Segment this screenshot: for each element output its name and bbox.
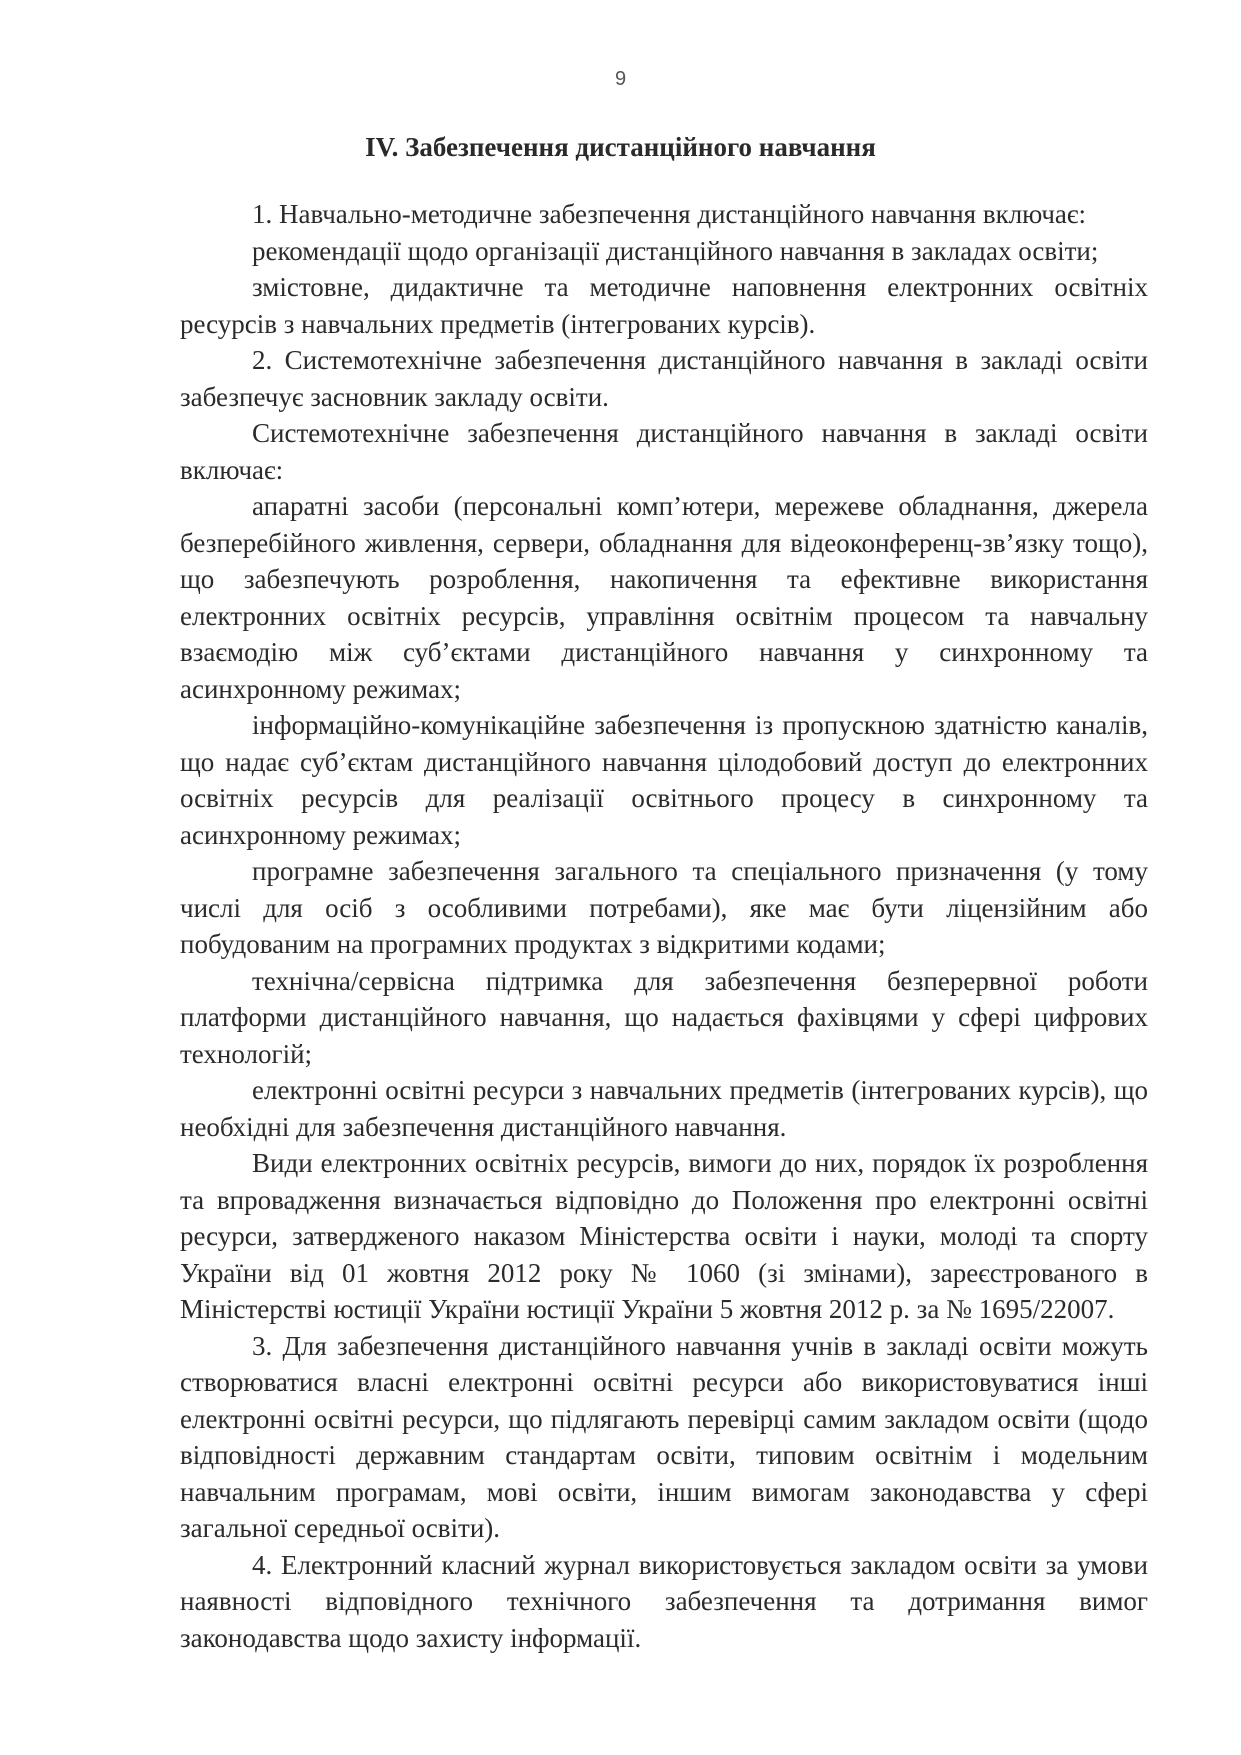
paragraph-8: програмне забезпечення загального та спеціального призначення (у тому числі для осіб з особливими потребами), яке має бути ліцензійним або побудованим на програмних продуктах з відкритими кодами; <box>180 856 1148 959</box>
paragraph-13: 4. Електронний класний журнал використовується закладом освіти за умови наявності відповідного технічного забезпечення та дотримання вимог законодавства щодо захисту інформації. <box>180 1549 1148 1653</box>
document-body <box>180 196 1148 1656</box>
page-number: 9 <box>614 68 627 90</box>
paragraph-5: Системотехнічне забезпечення дистанційного навчання в закладі освіти включає: <box>180 418 1148 485</box>
section-title: IV. Забезпечення дистанційного навчання <box>365 132 876 162</box>
paragraph-3: змістовне, дидактичне та методичне наповнення електронних освітніх ресурсів з навчальних предметів (інтегрованих курсів). <box>180 272 1148 339</box>
paragraph-7: інформаційно-комунікаційне забезпечення із пропускною здатністю каналів, що надає суб’єктам дистанційного навчання цілодобовий доступ до електронних освітніх ресурсів для реалізації освітнього процесу в синхронному та асинхронному режимах; <box>180 710 1148 850</box>
paragraph-12: 3. Для забезпечення дистанційного навчання учнів в закладі освіти можуть створюватися власні електронні освітні ресурси або використовуватися інші електронні освітні ресурси, що підлягають перевірці самим закладом освіти (щодо відповідності державним стандартам освіти, типовим освітнім і модельним навчальним програмам, мові освіти, іншим вимогам законодавства у сфері загальної середньої освіти). <box>180 1330 1148 1543</box>
paragraph-4: 2. Системотехнічне забезпечення дистанційного навчання в закладі освіти забезпечує засновник закладу освіти. <box>180 345 1148 412</box>
paragraph-2: рекомендації щодо організації дистанційного навчання в закладах освіти; <box>252 235 1099 266</box>
paragraph-1: 1. Навчально-методичне забезпечення дистанційного навчання включає: <box>252 199 1086 229</box>
paragraph-11: Види електронних освітніх ресурсів, вимоги до них, порядок їх розроблення та впровадження визначається відповідно до Положення про електронні освітні ресурси, затвердженого наказом Міністерства освіти і науки, молоді та спорту України від 01 жовтня 2012 року № 1060 (зі змінами), зареєстрованого в Міністерстві юстиції України юстиції України 5 жовтня 2012 р. за № 1695/22007. <box>180 1148 1148 1324</box>
paragraph-6: апаратні засоби (персональні комп’ютери, мережеве обладнання, джерела безперебійного живлення, сервери, обладнання для відеоконференц-зв’язку тощо), що забезпечують розроблення, накопичення та ефективне використання електронних освітніх ресурсів, управління освітнім процесом та навчальну взаємодію між суб’єктами дистанційного навчання у синхронному та асинхронному режимах; <box>180 491 1148 704</box>
paragraph-10: електронні освітні ресурси з навчальних предметів (інтегрованих курсів), що необхідні для забезпечення дистанційного навчання. <box>180 1075 1148 1142</box>
paragraph-9: технічна/сервісна підтримка для забезпечення безперервної роботи платформи дистанційного навчання, що надається фахівцями у сфері цифрових технологій; <box>180 965 1148 1069</box>
